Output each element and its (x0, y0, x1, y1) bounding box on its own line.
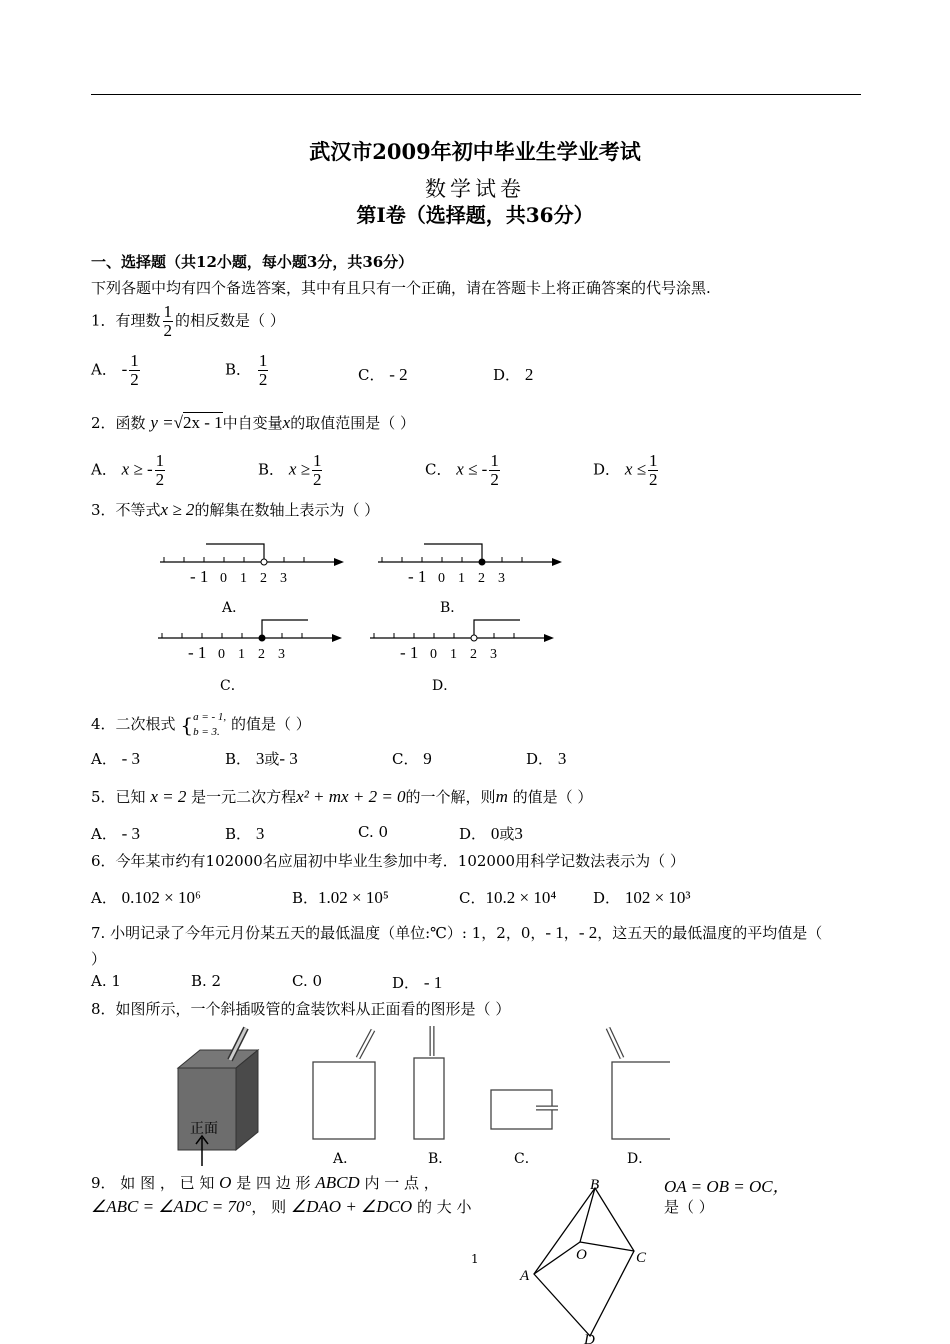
q2-option-c: C． x ≤ - $\frac{1}{2}$ (425, 451, 499, 489)
exam-subtitle: 数学试卷 (425, 177, 525, 201)
label-c: C (636, 1250, 647, 1266)
tick-label: 2 (470, 647, 477, 662)
q4-option-c: C． 9 (392, 749, 432, 768)
tick-label: 2 (258, 647, 265, 662)
segment-oc (580, 1242, 634, 1251)
page-number: 1 (471, 1252, 479, 1266)
section-instruction: 下列各题中均有四个备选答案，其中有且只有一个正确，请在答题卡上将正确答案的代号涂黑. (91, 279, 711, 297)
question-4: 4．二次根式 { a = - 1, b = 3. 的值是（ ） (91, 711, 311, 738)
label-a: A (520, 1268, 530, 1284)
q4-option-a: A． - 3 (91, 749, 141, 768)
filled-point (479, 559, 485, 565)
axis-arrow (332, 634, 342, 642)
q3-option-a-label: A． (222, 600, 247, 616)
q6-option-c: C．10.2 × 10⁴ (459, 888, 557, 907)
tick-label: 1 (450, 647, 457, 662)
tick-label: 1 (458, 571, 465, 586)
open-point (261, 559, 267, 565)
q1-option-a: A． - $\frac{1}{2}$ (91, 351, 139, 389)
option-b-figure (414, 1026, 444, 1139)
q8-option-c-label: C． (514, 1151, 539, 1167)
open-point (471, 635, 477, 641)
q9-quadrilateral-figure (510, 1176, 670, 1344)
q1-option-c: C． - 2 (358, 365, 408, 384)
q6-option-d: D． 102 × 10³ (593, 888, 691, 907)
tick-label: 0 (220, 571, 227, 586)
number-line-a (160, 544, 344, 586)
tick-label: - 1 (190, 567, 209, 586)
question-9-line1: 9． 如 图 ， 已 知 O 是 四 边 形 ABCD 内 一 点 ， (91, 1173, 439, 1192)
segment-oa (534, 1242, 580, 1274)
q7-option-c: C. 0 (292, 972, 323, 990)
question-7: 7. 小明记录了今年元月份某五天的最低温度（单位:℃）: 1，2，0，- 1，- 2，这五天的最低温度的平均值是（ (91, 923, 823, 942)
tick-label: 3 (280, 571, 287, 586)
option-a-figure (313, 1030, 375, 1139)
tick-label: 0 (218, 647, 225, 662)
part-title: 第Ⅰ卷（选择题，共36分） (356, 203, 594, 227)
q3-option-c-label: C． (220, 678, 245, 694)
front-label: 正面 (190, 1121, 218, 1137)
q3-number-lines (150, 532, 580, 697)
tick-label: - 1 (408, 567, 427, 586)
q8-figures (170, 1020, 670, 1172)
number-line-c (158, 620, 342, 662)
q7-option-a: A. 1 (91, 972, 121, 990)
question-8: 8．如图所示，一个斜插吸管的盒装饮料从正面看的图形是（ ） (91, 1000, 511, 1018)
q5-option-c: C. 0 (358, 823, 389, 841)
tick-label: 3 (278, 647, 285, 662)
tick-label: 0 (438, 571, 445, 586)
juice-box-3d (178, 1028, 258, 1166)
header-rule (91, 94, 861, 95)
tick-label: 2 (260, 571, 267, 586)
number-line-d (370, 620, 554, 662)
q7-option-b: B. 2 (191, 972, 222, 990)
exam-title: 武汉市2009年初中毕业生学业考试 (309, 139, 641, 164)
filled-point (259, 635, 265, 641)
q4-option-d: D． 3 (526, 749, 567, 768)
q3-option-d-label: D． (432, 678, 458, 694)
q8-option-d-label: D． (627, 1151, 653, 1167)
segment-ob (580, 1188, 595, 1242)
question-6: 6．今年某市约有102000名应届初中毕业生参加中考．102000用科学记数法表示为（ ） (91, 852, 685, 870)
tick-label: 2 (478, 571, 485, 586)
q8-option-a-label: A． (333, 1151, 358, 1167)
tick-label: - 1 (400, 643, 419, 662)
q7-option-d: D． - 1 (392, 973, 443, 992)
question-9-condition: OA = OB = OC， (664, 1177, 790, 1196)
q2-option-a: A． x ≥ - $\frac{1}{2}$ (91, 451, 165, 489)
solution-bracket (262, 620, 308, 638)
tick-label: 1 (238, 647, 245, 662)
tick-label: 3 (498, 571, 505, 586)
tick-label: - 1 (188, 643, 207, 662)
tick-label: 0 (430, 647, 437, 662)
tick-label: 1 (240, 571, 247, 586)
q5-option-b: B． 3 (225, 824, 265, 843)
solution-bracket (424, 544, 482, 562)
q1-option-b: B． $\frac{1}{2}$ (225, 351, 268, 389)
label-d: D (584, 1332, 595, 1344)
question-2: 2．函数 y =√2x - 1中自变量x的取值范围是（ ） (91, 413, 415, 432)
section-heading: 一、选择题（共12小题，每小题3分，共36分） (91, 253, 414, 271)
axis-arrow (552, 558, 562, 566)
question-9-line2: ∠ABC = ∠ADC = 70°， 则 ∠DAO + ∠DCO 的 大 小 (91, 1197, 472, 1216)
option-c-figure (491, 1090, 558, 1129)
q6-option-b: B．1.02 × 10⁵ (292, 888, 389, 907)
number-line-b (378, 544, 562, 586)
q3-option-b-label: B． (440, 600, 465, 616)
tick-label: 3 (490, 647, 497, 662)
axis-arrow (334, 558, 344, 566)
solution-bracket (474, 620, 520, 638)
axis-arrow (544, 634, 554, 642)
q4-option-b: B． 3或- 3 (225, 749, 298, 768)
q2-option-d: D． x ≤ $\frac{1}{2}$ (593, 451, 658, 489)
question-9-answer-paren: 是（ ） (664, 1198, 714, 1216)
q8-option-b-label: B． (428, 1151, 453, 1167)
option-d-figure (608, 1028, 670, 1139)
q5-option-a: A． - 3 (91, 824, 141, 843)
q1-option-d: D． 2 (493, 365, 534, 384)
solution-bracket (206, 544, 264, 562)
label-o: O (576, 1247, 587, 1263)
question-7-close: ） (91, 950, 107, 968)
q6-option-a: A． 0.102 × 10⁶ (91, 888, 201, 907)
question-5: 5．已知 x = 2 是一元二次方程x² + mx + 2 = 0的一个解，则m 的值是（ ） (91, 787, 593, 806)
question-3: 3．不等式x ≥ 2的解集在数轴上表示为（ ） (91, 500, 380, 519)
q5-option-d: D． 0或3 (459, 824, 523, 843)
question-1: 1．有理数 $\frac{1}{2}$ 的相反数是（ ） (91, 302, 285, 340)
label-b: B (590, 1177, 600, 1193)
q2-option-b: B． x ≥ $\frac{1}{2}$ (258, 451, 322, 489)
